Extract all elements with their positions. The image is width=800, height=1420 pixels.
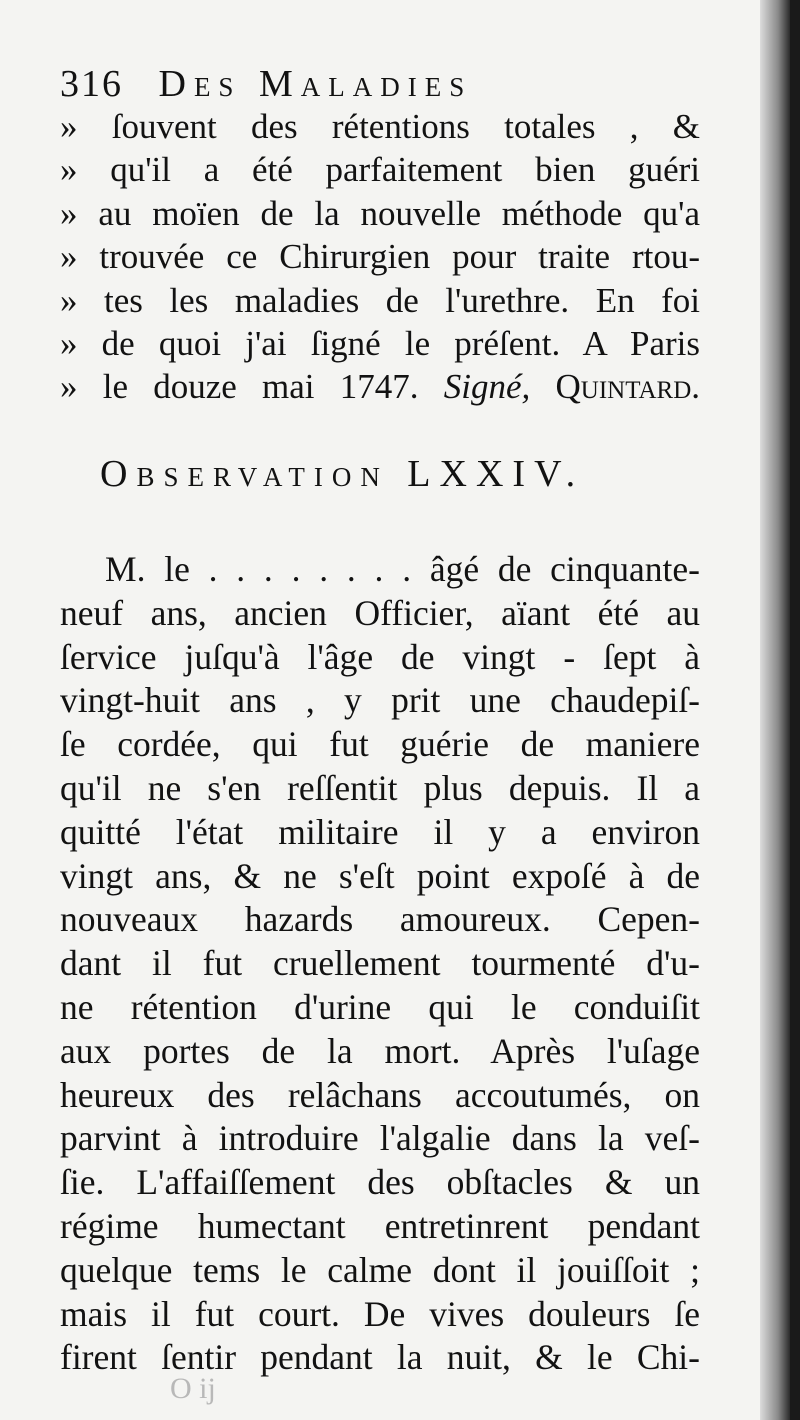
quote-line: » trouvée ce Chirurgien pour traite rtou- <box>60 237 700 277</box>
quote-line: » de quoi j'ai ſigné le préſent. A Paris <box>60 324 700 364</box>
observation-body <box>60 548 700 1380</box>
quote-date: » le douze mai 1747. <box>60 367 419 407</box>
quote-line: » ſouvent des rétentions totales , & <box>60 107 700 146</box>
body-line: M. le . . . . . . . . âgé de cinquante- <box>105 549 700 589</box>
body-line: régime humectant entretinrent pendant <box>60 1205 700 1246</box>
body-line: quitté l'état militaire il y a environ <box>60 811 700 852</box>
quote-line: » qu'il a été parfaitement bien guéri <box>60 150 700 190</box>
quote-line-signature <box>60 365 700 408</box>
page-header <box>60 62 700 106</box>
body-line: firent ſentir pendant la nuit, & le Chi- <box>60 1337 700 1378</box>
body-line: ne rétention d'urine qui le conduiſit <box>60 986 700 1027</box>
body-line: quelque tems le calme dont il jouiſſoit ; <box>60 1249 700 1290</box>
body-line: neuf ans, ancien Officier, aïant été au <box>60 592 700 633</box>
body-line: aux portes de la mort. Après l'uſage <box>60 1030 700 1071</box>
running-head: Des Maladies <box>158 63 473 105</box>
section-heading: Observation LXXIV. <box>100 453 585 495</box>
body-line: ſe cordée, qui fut guérie de maniere <box>60 724 700 765</box>
quote-line: » au moïen de la nouvelle méthode qu'a <box>60 193 700 233</box>
page-number: 316 <box>60 63 123 105</box>
body-line: parvint à introduire l'algalie dans la veſ- <box>60 1118 700 1159</box>
signatory-name: Quintard. <box>555 367 700 407</box>
signature-mark: O ij <box>170 1372 216 1405</box>
body-line: dant il fut cruellement tourmenté d'u- <box>60 943 700 984</box>
signed-word: Signé, <box>443 367 531 407</box>
body-line: heureux des relâchans accoutumés, on <box>60 1074 700 1115</box>
body-line: vingt ans, & ne s'eſt point expoſé à de <box>60 855 700 896</box>
body-line: ſie. L'affaiſſement des obſtacles & un <box>60 1162 700 1203</box>
body-line: vingt-huit ans , y prit une chaudepiſ- <box>60 680 700 721</box>
quoted-certificate <box>60 105 700 409</box>
quote-line: » tes les maladies de l'urethre. En foi <box>60 280 700 320</box>
page-edge-shadow <box>760 0 790 1420</box>
body-line: nouveaux hazards amoureux. Cepen- <box>60 899 700 940</box>
body-line: ſervice juſqu'à l'âge de vingt - ſept à <box>60 636 700 677</box>
body-line: qu'il ne s'en reſſentit plus depuis. Il a <box>60 767 700 808</box>
body-line: mais il fut court. De vives douleurs ſe <box>60 1293 700 1334</box>
